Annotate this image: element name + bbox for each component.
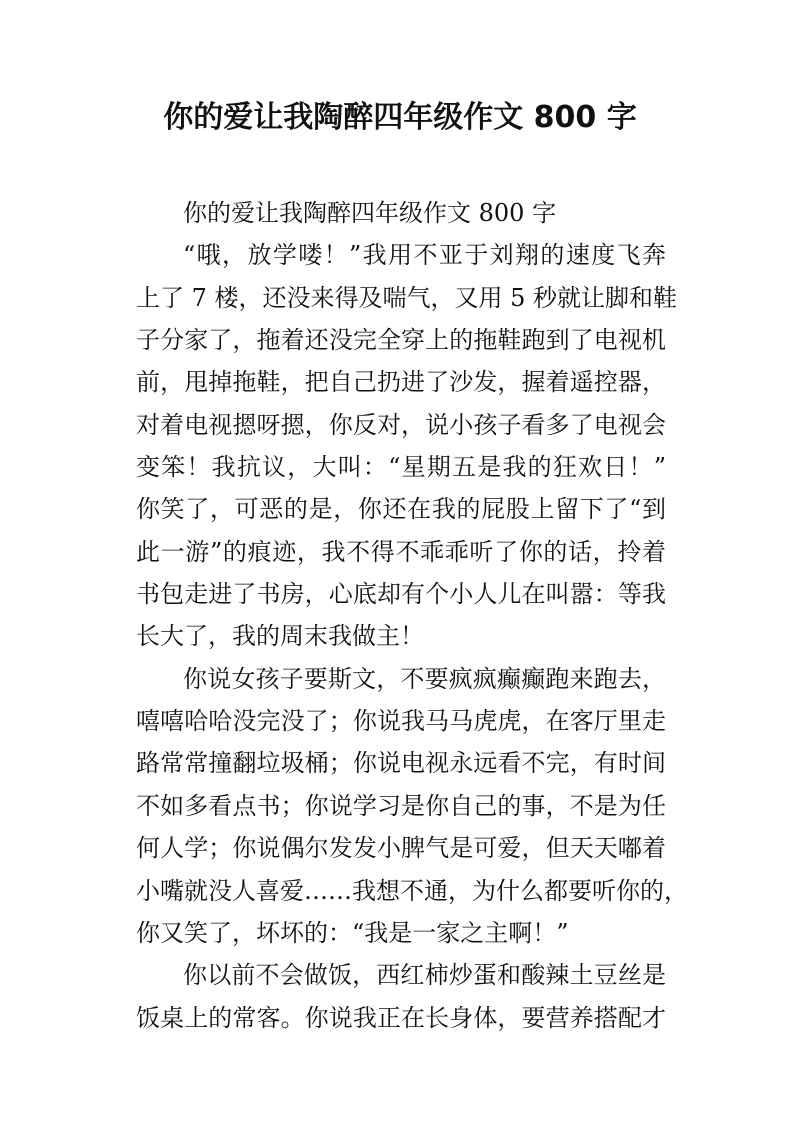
text-line: 上了 7 楼，还没来得及喘气，又用 5 秒就让脚和鞋: [136, 283, 678, 312]
text-line: 前，甩掉拖鞋，把自己扔进了沙发，握着遥控器，: [136, 368, 666, 397]
text-line: 小嘴就没人喜爱……我想不通，为什么都要听你的，: [136, 876, 688, 905]
text-line: 何人学；你说偶尔发发小脾气是可爱，但天天嘟着: [136, 834, 666, 863]
document-title: 你的爱让我陶醉四年级作文 800 字: [163, 100, 637, 135]
text-line: 嘻嘻哈哈没完没了；你说我马马虎虎，在客厅里走: [136, 707, 666, 736]
text-line: 你说女孩子要斯文，不要疯疯癫癫跑来跑去，: [183, 664, 666, 693]
text-line: 变笨！我抗议，大叫：“星期五是我的狂欢日！”: [136, 453, 666, 482]
text-line: 长大了，我的周末我做主！: [136, 622, 424, 651]
text-line: 此一游”的痕迹，我不得不乖乖听了你的话，拎着: [136, 537, 666, 566]
text-line: 对着电视摁呀摁，你反对，说小孩子看多了电视会: [136, 410, 666, 439]
text-line: 你又笑了，坏坏的：“我是一家之主啊！”: [136, 918, 569, 947]
text-line: 书包走进了书房，心底却有个小人儿在叫嚣：等我: [136, 580, 666, 609]
text-line: 路常常撞翻垃圾桶；你说电视永远看不完，有时间: [136, 749, 666, 778]
text-line: 你的爱让我陶醉四年级作文 800 字: [183, 199, 557, 227]
text-line: 子分家了，拖着还没完全穿上的拖鞋跑到了电视机: [136, 326, 666, 355]
text-line: 你笑了，可恶的是，你还在我的屁股上留下了“到: [136, 495, 666, 524]
text-line: 饭桌上的常客。你说我正在长身体，要营养搭配才: [136, 1003, 666, 1032]
text-line: 你以前不会做饭，西红柿炒蛋和酸辣土豆丝是: [183, 961, 666, 990]
text-line: 不如多看点书；你说学习是你自己的事，不是为任: [136, 791, 666, 820]
document-body: [136, 192, 688, 1039]
text-line: “哦，放学喽！”我用不亚于刘翔的速度飞奔: [183, 241, 666, 270]
